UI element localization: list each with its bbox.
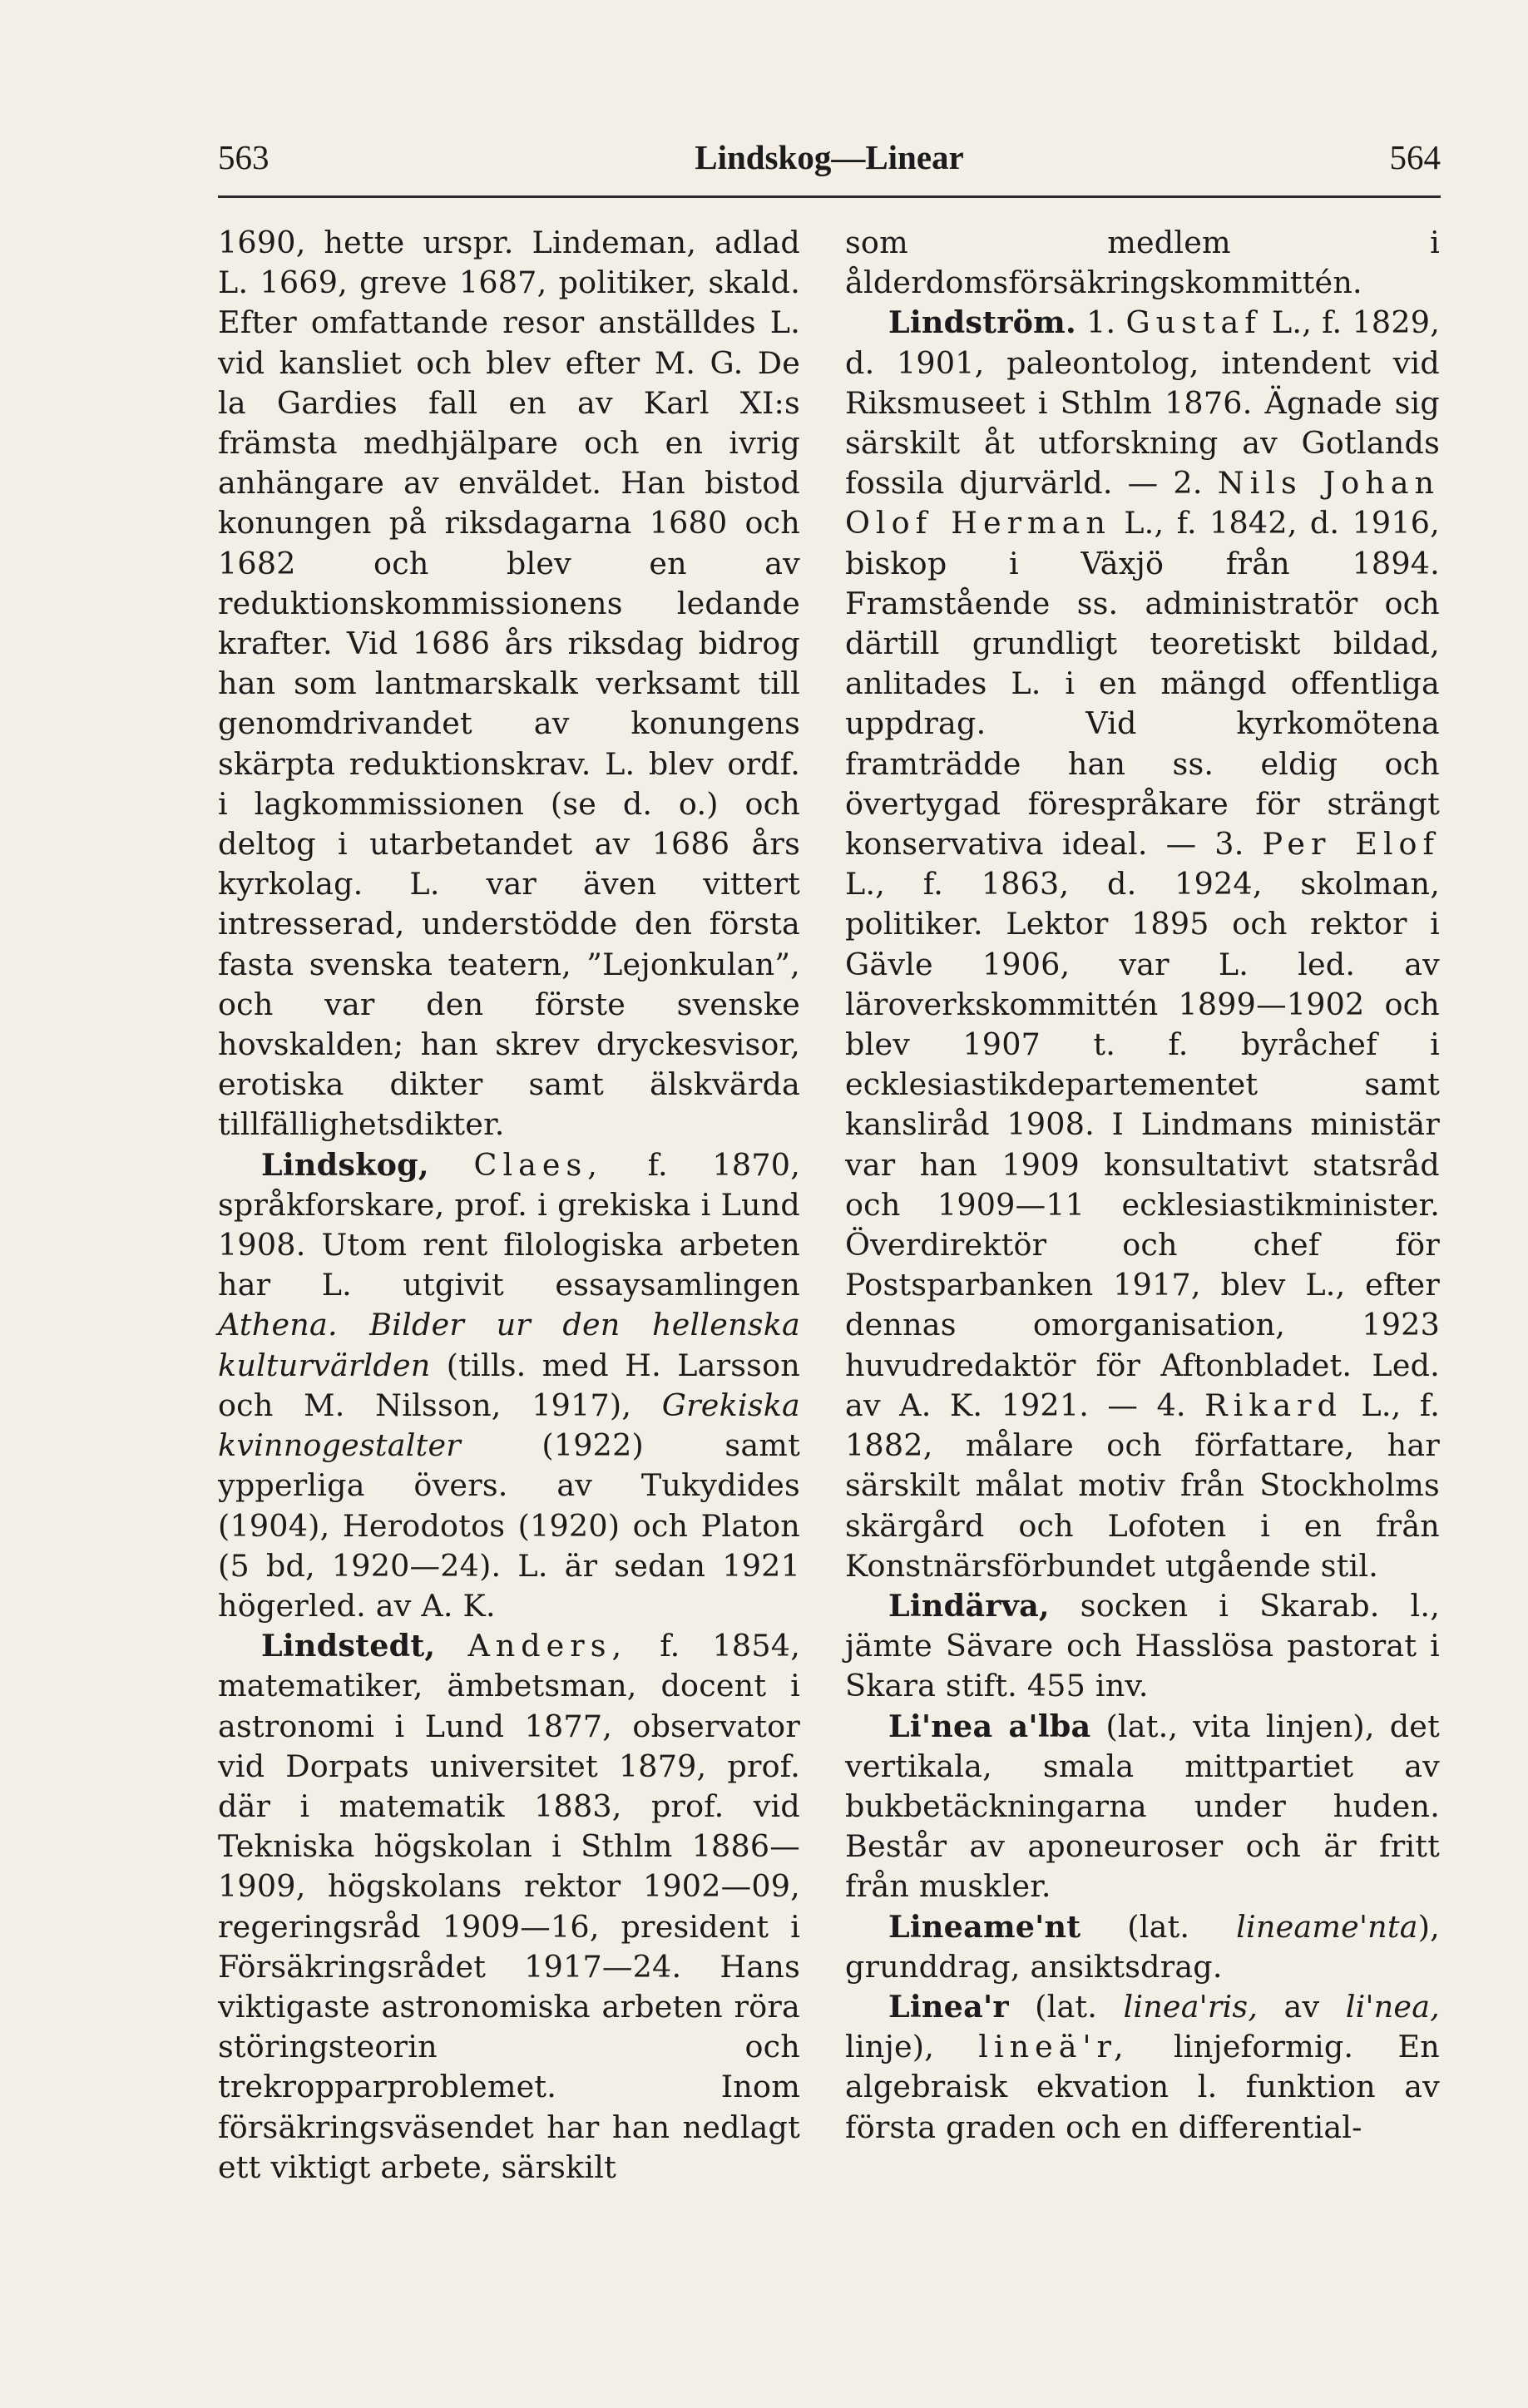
entry-lindskog [218,1145,800,1626]
entry-text: (1922) samt ypperliga övers. av Tukydides (1904), Herodotos (1920) och Platon (5 bd, 1920—24). L. är sedan 1921 högerled. av A. K. [218,1427,800,1624]
entry-lindstrom [845,303,1440,1586]
entry-text: ), grunddrag, ansiktsdrag. [845,1908,1440,1985]
entry-text: av [1283,1988,1320,2025]
entry-lindeman-continuation [218,223,800,1145]
entry-text: linje), [845,2029,935,2065]
latin-term: lineame'nta [1236,1908,1418,1945]
running-head: Lindskog—Linear [695,138,964,176]
entry-text: socken i Skarab. l., jämte Sävare och Hasslösa pastorat i Skara stift. 455 inv. [845,1587,1440,1704]
headword: Lindärva, [888,1587,1050,1624]
header-rule [218,195,1441,198]
latin-term: linea'ris, [1123,1988,1258,2025]
entry-text: (lat. [1035,1988,1098,2025]
page-header [218,137,1441,187]
entry-name: Per Elof [1262,826,1441,863]
entry-linear [845,1987,1440,2148]
entry-lindstedt [218,1626,800,2188]
entry-text: L., f. 1842, d. 1916, biskop i Växjö från 1894. Framstående ss. administratör och därtill grundligt teoretiskt bildad, anlitades L. i en mängd offentliga uppdrag. Vid kyrkomötena framträdde han ss. eldig och övertygad förespråkare för strängt konservativa ideal. — 3. [845,505,1440,863]
latin-term: li'nea, [1345,1988,1440,2025]
headword: Lindskog, [261,1146,429,1183]
work-title: Grekiska kvinnogestalter [218,1387,801,1464]
left-column [218,223,800,2188]
entry-lindarva [845,1586,1440,1707]
entry-text: som medlem i ålderdomsförsäkringskommittén. [845,225,1440,301]
headword: Lindström. [888,304,1076,341]
entry-lindstedt-continuation [845,223,1440,303]
entry-linea-alba [845,1707,1440,1907]
entry-text: (lat., vita linjen), det vertikala, smala mittpartiet av bukbetäckningarna under huden. Består av aponeuroser och är fritt från muskler. [845,1708,1440,1905]
entry-text: 1690, hette urspr. Lindeman, adlad L. 1669, greve 1687, politiker, skald. Efter omfattande resor anställdes L. vid kansliet och blev efter M. G. De la Gardies fall en av Karl XI:s främsta medhjälpare och en ivrig anhängare av enväldet. Han bistod konungen på riksdagarna 1680 och 1682 och blev en av reduktionskommissionens ledande krafter. Vid 1686 års riksdag bidrog han som lantmarskalk verksamt till genomdrivandet av konungens skärpta reduktionskrav. L. blev ordf. i lagkommissionen (se d. o.) och deltog i utarbetandet av 1686 års kyrkolag. L. var även vittert intresserad, understödde den första fasta svenska teatern, ”Lejonkulan”, och var den förste svenske hovskalden; han skrev dryckesvisor, erotiska dikter samt älskvärda tillfällighetsdikter. [218,225,800,1143]
entry-text: (tills. med H. Larsson och M. Nilsson, 1917), [218,1347,800,1423]
entry-text: linjeformig. En algebraisk ekvation l. funktion av första graden och en differential- [845,2029,1441,2145]
entry-text: (lat. [1127,1908,1190,1945]
headword: Linea'r [888,1988,1009,2025]
page-number-right: 564 [1389,138,1441,176]
entry-lineament [845,1907,1440,1987]
page-number-left: 563 [218,138,270,176]
entry-name: Nils Johan Olof Herman [845,465,1440,541]
entry-text: L., f. 1882, målare och författare, har särskilt målat motiv från Stockholms skärgård och Lofoten i en från Konstnärsförbundet utgående stil. [845,1387,1441,1584]
entry-name: Rikard [1204,1387,1343,1423]
entry-text: L., f. 1863, d. 1924, skolman, politiker. Lektor 1895 och rektor i Gävle 1906, var L. led. av läroverkskommittén 1899—1902 och blev 1907 t. f. byråchef i ecklesiastikdepartementet samt kansliråd 1908. I Lindmans ministär var han 1909 konsultativt statsråd och 1909—11 ecklesiastikminister. Överdirektör och chef för Postsparbanken 1917, blev L., efter dennas omorganisation, 1923 huvudredaktör för Aftonbladet. Led. av A. K. 1921. — 4. [845,866,1440,1423]
headword: Li'nea a'lba [888,1708,1091,1744]
entry-text: L., f. 1829, d. 1901, paleontolog, intendent vid Riksmuseet i Sthlm 1876. Ägnade sig särskilt åt utforskning av Gotlands fossila djurvärld. — 2. [845,304,1440,502]
entry-text: f. 1870, språkforskare, prof. i grekiska i Lund 1908. Utom rent filologiska arbeten har L. utgivit essaysamlingen [218,1146,800,1303]
spaced-term: lineä'r, [978,2029,1130,2065]
headword: Lindstedt, [261,1628,436,1664]
right-column [845,223,1440,2148]
headword: Lineame'nt [888,1908,1081,1945]
entry-text: f. 1854, matematiker, ämbetsman, docent i astronomi i Lund 1877, observator vid Dorpats universitet 1879, prof. där i matematik 1883, prof. vid Tekniska högskolan i Sthlm 1886—1909, högskolans rektor 1902—09, regeringsråd 1909—16, president i Försäkringsrådet 1917—24. Hans viktigaste astronomiska arbeten röra störingsteorin och trekropparproblemet. Inom försäkringsväsendet har han nedlagt ett viktigt arbete, särskilt [218,1628,800,2185]
work-title: Athena. Bilder ur den hellenska kulturvärlden [218,1307,800,1383]
entry-name: Claes, [473,1146,603,1183]
entry-name: Gustaf [1125,304,1262,341]
entry-number: 1. [1086,304,1116,341]
entry-name: Anders, [467,1628,628,1664]
